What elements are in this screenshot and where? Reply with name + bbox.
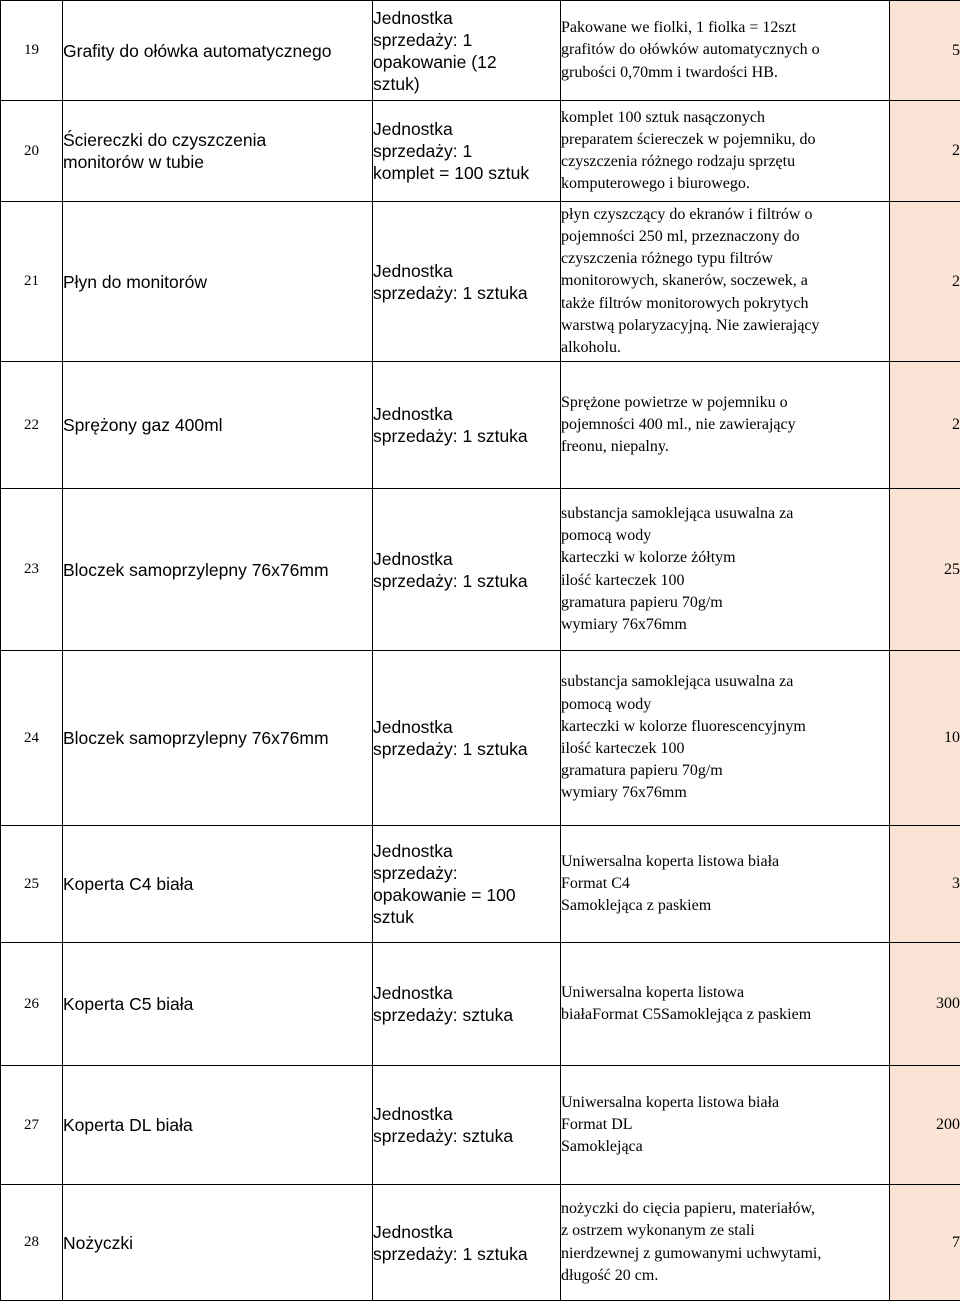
table-row (1, 1185, 960, 1301)
sales-unit-line: sprzedaży: 1 sztuka (373, 570, 560, 592)
description-line: karteczki w kolorze żółtym (561, 547, 889, 569)
sales-unit-line: sztuk (373, 906, 560, 928)
description-line: monitorowych, skanerów, soczewek, a (561, 270, 889, 292)
item-description (561, 1, 890, 101)
item-description (561, 202, 890, 362)
item-name (63, 1066, 373, 1185)
item-description (561, 943, 890, 1066)
item-number: 24 (1, 651, 63, 826)
description-line: komputerowego i biurowego. (561, 173, 889, 195)
item-number: 22 (1, 362, 63, 489)
sales-unit-line: Jednostka (373, 1103, 560, 1125)
description-line: Uniwersalna koperta listowa (561, 982, 889, 1004)
sales-unit-line: opakowanie = 100 (373, 884, 560, 906)
sales-unit-line: sprzedaży: (373, 862, 560, 884)
table-row (1, 362, 960, 489)
sales-unit-line: Jednostka (373, 982, 560, 1004)
description-line: alkoholu. (561, 337, 889, 359)
sales-unit-line: Jednostka (373, 840, 560, 862)
item-description (561, 1066, 890, 1185)
table-row (1, 489, 960, 651)
sales-unit (373, 362, 561, 489)
description-line: także filtrów monitorowych pokrytych (561, 293, 889, 315)
item-name-line: Sprężony gaz 400ml (63, 414, 372, 436)
description-line: substancja samoklejąca usuwalna za (561, 503, 889, 525)
table-row (1, 651, 960, 826)
sales-unit (373, 826, 561, 943)
description-line: freonu, niepalny. (561, 436, 889, 458)
table-body (1, 1, 960, 1301)
sales-unit-line: sprzedaży: sztuka (373, 1125, 560, 1147)
item-quantity: 25 (890, 489, 960, 651)
description-line: czyszczenia różnego rodzaju sprzętu (561, 151, 889, 173)
description-line: z ostrzem wykonanym ze stali (561, 1220, 889, 1242)
description-line: komplet 100 sztuk nasączonych (561, 107, 889, 129)
description-line: Format DL (561, 1114, 889, 1136)
description-line: wymiary 76x76mm (561, 614, 889, 636)
item-description (561, 489, 890, 651)
description-line: gramatura papieru 70g/m (561, 760, 889, 782)
item-number: 23 (1, 489, 63, 651)
sales-unit-line: Jednostka (373, 118, 560, 140)
item-description (561, 826, 890, 943)
item-name (63, 1, 373, 101)
description-line: długość 20 cm. (561, 1265, 889, 1287)
item-number: 27 (1, 1066, 63, 1185)
item-name-line: Ściereczki do czyszczenia (63, 129, 372, 151)
sales-unit-line: Jednostka (373, 7, 560, 29)
item-name (63, 1185, 373, 1301)
sales-unit-line: sprzedaży: 1 sztuka (373, 425, 560, 447)
sales-unit-line: sprzedaży: 1 (373, 140, 560, 162)
table-row (1, 943, 960, 1066)
description-line: Uniwersalna koperta listowa biała (561, 1092, 889, 1114)
sales-unit-line: Jednostka (373, 1221, 560, 1243)
item-name-line: Nożyczki (63, 1232, 372, 1254)
table-row (1, 826, 960, 943)
description-line: nierdzewnej z gumowanymi uchwytami, (561, 1243, 889, 1265)
sales-unit-line: Jednostka (373, 716, 560, 738)
sales-unit-line: sprzedaży: 1 (373, 29, 560, 51)
item-name (63, 943, 373, 1066)
item-description (561, 362, 890, 489)
item-number: 28 (1, 1185, 63, 1301)
item-quantity: 7 (890, 1185, 960, 1301)
sales-unit-line: Jednostka (373, 548, 560, 570)
item-number: 25 (1, 826, 63, 943)
description-line: wymiary 76x76mm (561, 782, 889, 804)
sales-unit-line: sprzedaży: 1 sztuka (373, 738, 560, 760)
item-quantity: 2 (890, 202, 960, 362)
description-line: Uniwersalna koperta listowa biała (561, 851, 889, 873)
sales-unit (373, 202, 561, 362)
sales-unit-line: sprzedaży: 1 sztuka (373, 1243, 560, 1265)
description-line: białaFormat C5Samoklejąca z paskiem (561, 1004, 889, 1026)
sales-unit-line: opakowanie (12 (373, 51, 560, 73)
item-name (63, 826, 373, 943)
item-quantity: 300 (890, 943, 960, 1066)
item-name (63, 202, 373, 362)
item-quantity: 2 (890, 101, 960, 202)
item-name-line: Płyn do monitorów (63, 271, 372, 293)
item-number: 20 (1, 101, 63, 202)
description-line: nożyczki do cięcia papieru, materiałów, (561, 1198, 889, 1220)
sales-unit-line: Jednostka (373, 260, 560, 282)
table-row (1, 1066, 960, 1185)
description-line: substancja samoklejąca usuwalna za (561, 671, 889, 693)
item-number: 21 (1, 202, 63, 362)
item-number: 19 (1, 1, 63, 101)
sales-unit (373, 651, 561, 826)
item-number: 26 (1, 943, 63, 1066)
item-name (63, 101, 373, 202)
item-name (63, 362, 373, 489)
table-row (1, 101, 960, 202)
description-line: warstwą polaryzacyjną. Nie zawierający (561, 315, 889, 337)
item-name-line: monitorów w tubie (63, 151, 372, 173)
table-row (1, 1, 960, 101)
sales-unit (373, 943, 561, 1066)
sales-unit-line: Jednostka (373, 403, 560, 425)
description-line: grafitów do ołówków automatycznych o (561, 39, 889, 61)
description-line: czyszczenia różnego typu filtrów (561, 248, 889, 270)
description-line: Format C4 (561, 873, 889, 895)
description-line: grubości 0,70mm i twardości HB. (561, 62, 889, 84)
item-description (561, 1185, 890, 1301)
item-name-line: Bloczek samoprzylepny 76x76mm (63, 559, 372, 581)
sales-unit (373, 1066, 561, 1185)
item-quantity: 10 (890, 651, 960, 826)
description-line: Pakowane we fiolki, 1 fiolka = 12szt (561, 17, 889, 39)
item-name-line: Koperta C4 biała (63, 873, 372, 895)
item-name-line: Grafity do ołówka automatycznego (63, 40, 372, 62)
item-quantity: 5 (890, 1, 960, 101)
description-line: Samoklejąca (561, 1136, 889, 1158)
item-description (561, 651, 890, 826)
item-name (63, 489, 373, 651)
sales-unit (373, 1185, 561, 1301)
description-line: Sprężone powietrze w pojemniku o (561, 392, 889, 414)
sales-unit (373, 1, 561, 101)
description-line: pojemności 250 ml, przeznaczony do (561, 226, 889, 248)
sales-unit-line: komplet = 100 sztuk (373, 162, 560, 184)
item-quantity: 2 (890, 362, 960, 489)
description-line: pomocą wody (561, 525, 889, 547)
item-name (63, 651, 373, 826)
sales-unit (373, 101, 561, 202)
sales-unit-line: sprzedaży: 1 sztuka (373, 282, 560, 304)
description-line: Samoklejąca z paskiem (561, 895, 889, 917)
item-quantity: 200 (890, 1066, 960, 1185)
sales-unit (373, 489, 561, 651)
description-line: pomocą wody (561, 694, 889, 716)
description-line: preparatem ściereczek w pojemniku, do (561, 129, 889, 151)
description-line: gramatura papieru 70g/m (561, 592, 889, 614)
item-description (561, 101, 890, 202)
item-name-line: Koperta C5 biała (63, 993, 372, 1015)
description-line: pojemności 400 ml., nie zawierający (561, 414, 889, 436)
description-line: ilość karteczek 100 (561, 570, 889, 592)
item-name-line: Bloczek samoprzylepny 76x76mm (63, 727, 372, 749)
sales-unit-line: sztuk) (373, 73, 560, 95)
description-line: płyn czyszczący do ekranów i filtrów o (561, 204, 889, 226)
description-line: karteczki w kolorze fluorescencyjnym (561, 716, 889, 738)
sales-unit-line: sprzedaży: sztuka (373, 1004, 560, 1026)
item-quantity: 3 (890, 826, 960, 943)
table-row (1, 202, 960, 362)
item-name-line: Koperta DL biała (63, 1114, 372, 1136)
description-line: ilość karteczek 100 (561, 738, 889, 760)
